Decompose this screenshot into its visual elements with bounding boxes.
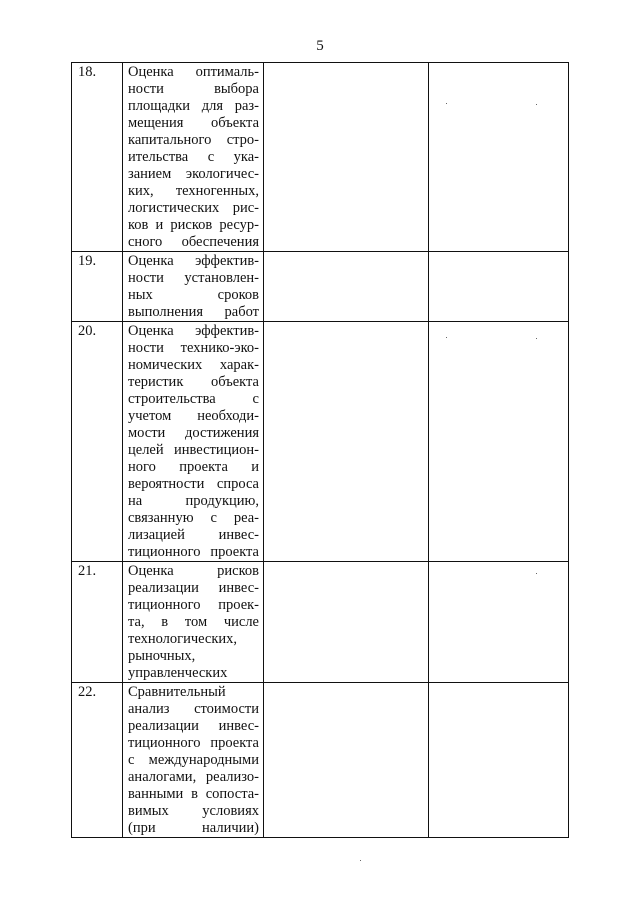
description-line: строительства с <box>128 391 259 407</box>
description-line: рыночных, <box>128 648 196 664</box>
description-line: сного обеспечения <box>128 234 259 250</box>
row-cell-b <box>429 252 569 322</box>
description-line: лизацией инвес- <box>128 527 259 543</box>
row-cell-a <box>264 562 429 683</box>
row-cell-b <box>429 63 569 252</box>
description-line: та, в том числе <box>128 614 259 630</box>
description-line: технологических, <box>128 631 238 647</box>
description-line: ных сроков <box>128 287 259 303</box>
description-line: вероятности спроса <box>128 476 259 492</box>
row-cell-a <box>264 683 429 838</box>
description-line: тиционного проек- <box>128 597 259 613</box>
row-cell-b <box>429 683 569 838</box>
description-line: занием экологичес- <box>128 166 259 182</box>
table-row <box>72 252 569 322</box>
evaluation-table <box>71 62 569 838</box>
scan-speck <box>360 860 361 861</box>
row-description <box>123 562 264 683</box>
description-line: ительства с ука- <box>128 149 259 165</box>
description-line: Оценка эффектив- <box>128 253 259 269</box>
row-number: 22. <box>72 683 123 838</box>
description-line: вимых условиях <box>128 803 259 819</box>
description-line: капитального стро- <box>128 132 259 148</box>
description-line: ких, техногенных, <box>128 183 259 199</box>
description-line: реализации инвес- <box>128 580 259 596</box>
row-description <box>123 63 264 252</box>
description-line: ности технико-эко- <box>128 340 259 356</box>
description-line: площадки для раз- <box>128 98 259 114</box>
description-line: ков и рисков ресур- <box>128 217 259 233</box>
scan-speck <box>536 338 537 339</box>
description-line: с международными <box>128 752 259 768</box>
description-line: анализ стоимости <box>128 701 259 717</box>
description-line: целей инвестицион- <box>128 442 259 458</box>
description-line: реализации инвес- <box>128 718 259 734</box>
table-row <box>72 63 569 252</box>
description-line: на продукцию, <box>128 493 259 509</box>
row-number: 18. <box>72 63 123 252</box>
row-cell-a <box>264 322 429 562</box>
description-line: (при наличии) <box>128 820 259 836</box>
table-row <box>72 322 569 562</box>
description-line: учетом необходи- <box>128 408 259 424</box>
description-line: мещения объекта <box>128 115 259 131</box>
scan-speck <box>446 337 447 338</box>
table-row <box>72 683 569 838</box>
row-description <box>123 683 264 838</box>
description-line: Оценка рисков <box>128 563 259 579</box>
scan-speck <box>536 104 537 105</box>
row-number: 19. <box>72 252 123 322</box>
row-cell-a <box>264 252 429 322</box>
description-line: Оценка оптималь- <box>128 64 259 80</box>
description-line: управленческих <box>128 665 228 681</box>
description-line: тиционного проекта <box>128 544 259 560</box>
row-cell-a <box>264 63 429 252</box>
description-line: теристик объекта <box>128 374 259 390</box>
description-line: ности установлен- <box>128 270 259 286</box>
table-body <box>72 63 569 838</box>
description-line: ванными в сопоста- <box>128 786 259 802</box>
description-line: связанную с реа- <box>128 510 259 526</box>
scan-speck <box>446 103 447 104</box>
description-line: Оценка эффектив- <box>128 323 259 339</box>
description-line: логистических рис- <box>128 200 259 216</box>
table-row <box>72 562 569 683</box>
description-line: ности выбора <box>128 81 259 97</box>
description-line: номических харак- <box>128 357 259 373</box>
page-number: 5 <box>316 38 324 54</box>
row-description <box>123 252 264 322</box>
description-line: ного проекта и <box>128 459 259 475</box>
row-number: 21. <box>72 562 123 683</box>
description-line: мости достижения <box>128 425 259 441</box>
row-cell-b <box>429 562 569 683</box>
row-description <box>123 322 264 562</box>
row-cell-b <box>429 322 569 562</box>
scan-speck <box>536 573 537 574</box>
description-line: тиционного проекта <box>128 735 259 751</box>
row-number: 20. <box>72 322 123 562</box>
description-line: аналогами, реализо- <box>128 769 259 785</box>
description-line: Сравнительный <box>128 684 226 700</box>
description-line: выполнения работ <box>128 304 259 320</box>
